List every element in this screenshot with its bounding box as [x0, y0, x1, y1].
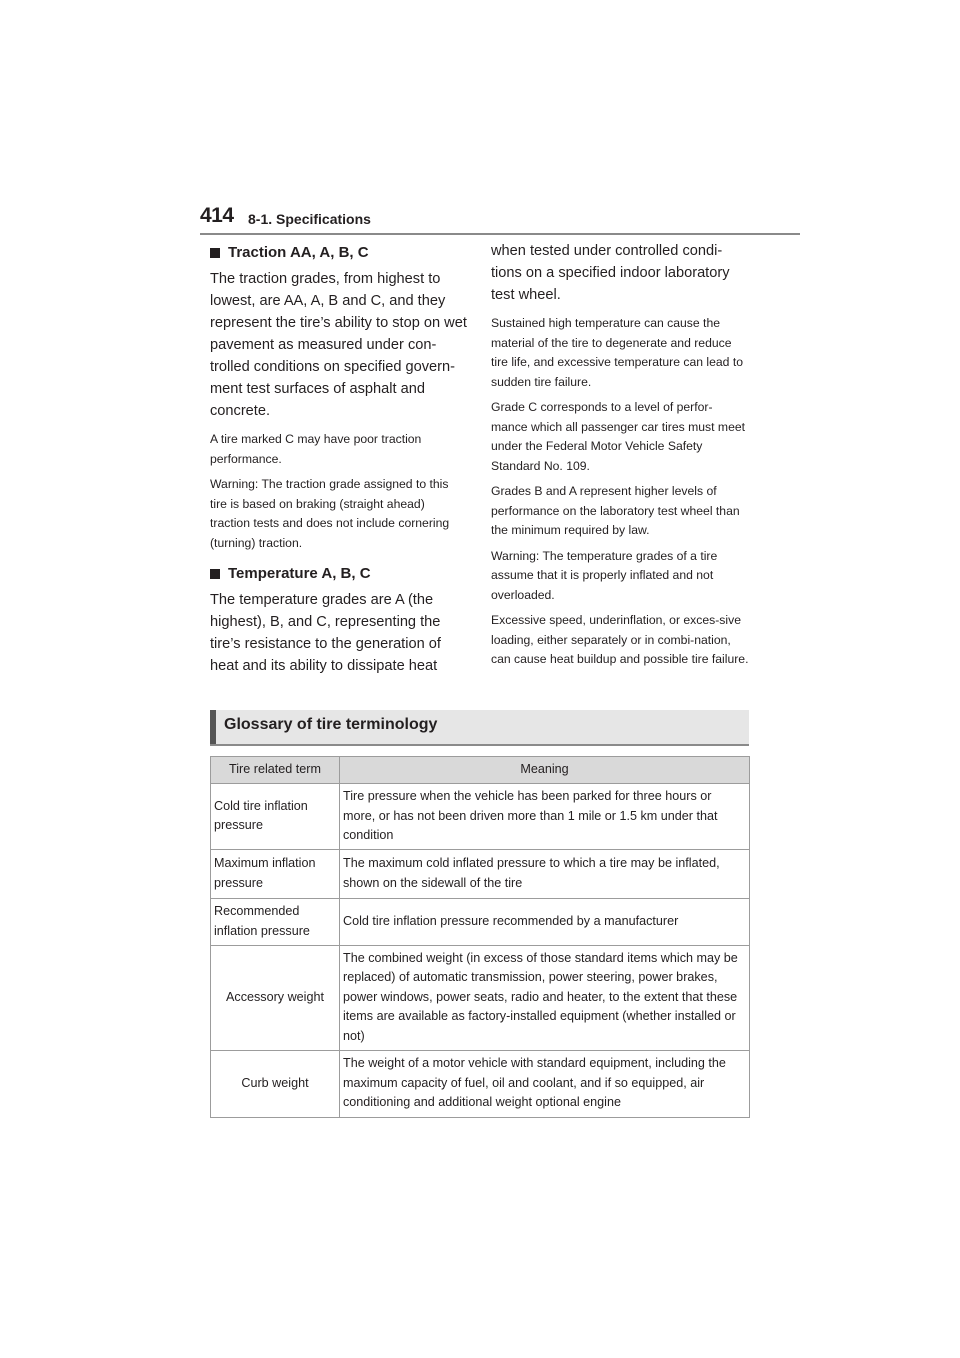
page-number: 414	[200, 204, 234, 227]
table-row	[211, 898, 750, 945]
temperature-body: The temperature grades are A (the highest), B, and C, representing the tire’s resistance to the generation of heat and its ability to dissipate heat	[210, 592, 441, 674]
traction-note: A tire marked C may have poor traction performance.	[210, 432, 422, 466]
meaning-cell: Cold tire inflation pressure recommended by a manufacturer	[340, 898, 750, 945]
header-divider	[200, 233, 800, 235]
temperature-heading	[210, 563, 468, 585]
left-column	[210, 240, 468, 685]
right-paragraph-5: Excessive speed, underinflation, or exces-sive loading, either separately or in combi-nation, can cause heat buildup and possible tire failure.	[491, 613, 749, 666]
meaning-cell: Tire pressure when the vehicle has been parked for three hours or more, or has not been driven more than 1 mile or 1.5 km under that condition	[340, 784, 750, 850]
table-row	[211, 849, 750, 898]
page-header	[200, 204, 800, 236]
meaning-cell: The weight of a motor vehicle with standard equipment, including the maximum capacity of fuel, oil and coolant, and if so equipped, air conditioning and additional weight optional engine	[340, 1050, 750, 1117]
right-paragraph-4: Warning: The temperature grades of a tire assume that it is properly inflated and not overloaded.	[491, 548, 718, 602]
term-cell: Cold tire inflation pressure	[211, 784, 340, 850]
square-bullet-icon	[210, 248, 220, 258]
table-row	[211, 784, 750, 850]
column-header-term: Tire related term	[211, 757, 340, 784]
right-paragraph-3: Grades B and A represent higher levels of performance on the laboratory test wheel than the minimum required by law.	[491, 484, 740, 537]
glossary-heading-bar	[210, 710, 749, 746]
section-title: 8-1. Specifications	[248, 211, 371, 227]
term-cell: Maximum inflation pressure	[211, 849, 340, 898]
meaning-cell: The maximum cold inflated pressure to which a tire may be inflated, shown on the sidewall of the tire	[340, 849, 750, 898]
glossary-title: Glossary of tire terminology	[224, 716, 438, 733]
temperature-continued: when tested under controlled condi-tions on a specified indoor laboratory test wheel.	[491, 243, 730, 303]
table-row	[211, 1050, 750, 1117]
temperature-heading-text: Temperature A, B, C	[228, 565, 371, 582]
heading-accent	[210, 710, 216, 744]
term-cell: Recommended inflation pressure	[211, 898, 340, 945]
term-cell: Accessory weight	[211, 945, 340, 1050]
traction-warning: Warning: The traction grade assigned to this tire is based on braking (straight ahead) traction tests and does not include cornering (turning) traction.	[210, 477, 450, 550]
glossary-table	[210, 756, 750, 1118]
table-row	[211, 945, 750, 1050]
term-cell: Curb weight	[211, 1050, 340, 1117]
traction-heading	[210, 242, 468, 264]
column-header-meaning: Meaning	[340, 757, 750, 784]
right-paragraph-2: Grade C corresponds to a level of perfor-mance which all passenger car tires must meet under the Federal Motor Vehicle Safety Standard No. 109.	[491, 400, 746, 473]
traction-body: The traction grades, from highest to lowest, are AA, A, B and C, and they represent the tire’s ability to stop on wet pavement as measured under con-trolled conditions on specified govern-ment test surfaces of asphalt and concrete.	[210, 271, 467, 419]
right-column	[491, 240, 749, 676]
square-bullet-icon	[210, 569, 220, 579]
meaning-cell: The combined weight (in excess of those standard items which may be replaced) of automatic transmission, power steering, power brakes, power windows, power seats, radio and heater, to the extent that these items are available as factory-installed equipment (whether installed or not)	[340, 945, 750, 1050]
right-paragraph-1: Sustained high temperature can cause the material of the tire to degenerate and reduce tire life, and excessive temperature can lead to sudden tire failure.	[491, 316, 744, 389]
traction-heading-text: Traction AA, A, B, C	[228, 244, 369, 261]
table-header-row	[211, 757, 750, 784]
